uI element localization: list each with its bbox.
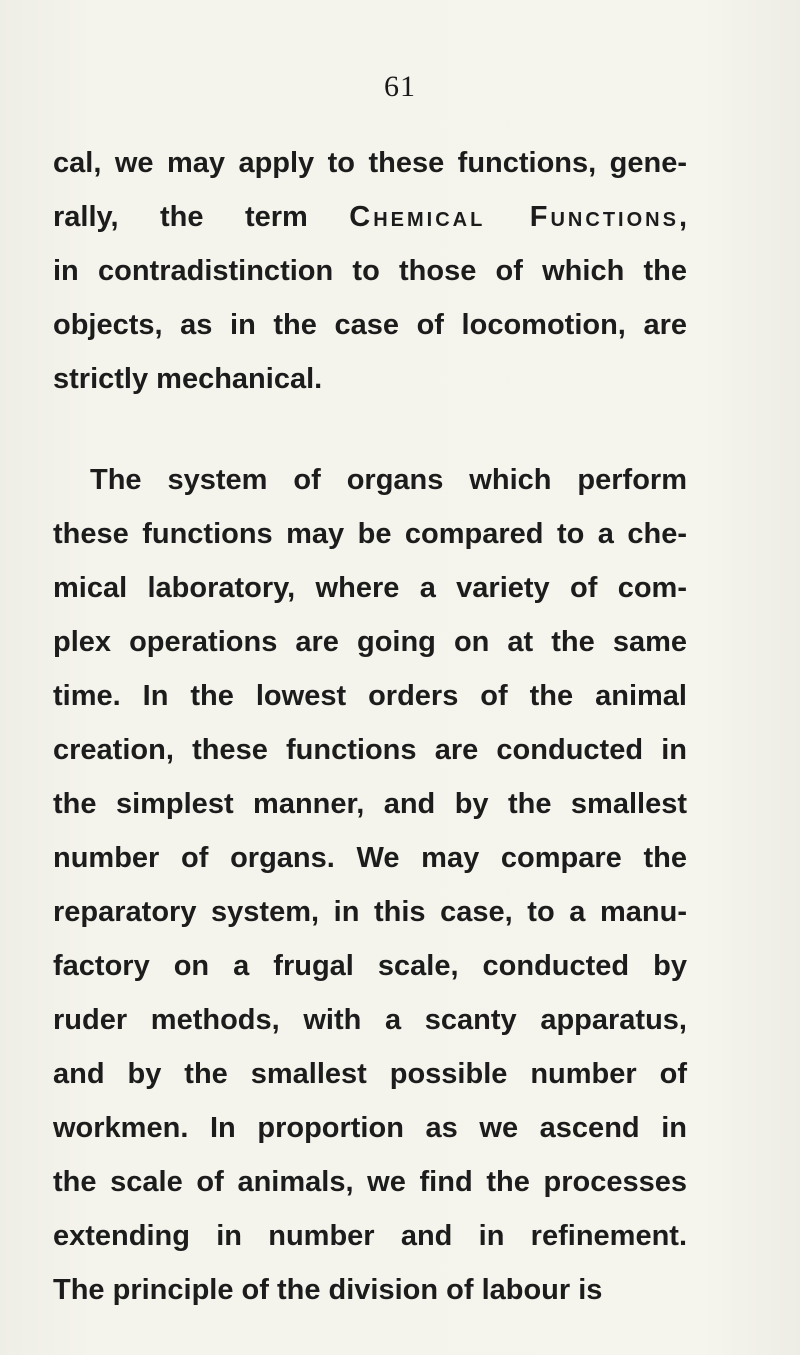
small-caps-term: Chemical Functions	[349, 201, 679, 233]
text-line: strictly mechanical.	[53, 363, 323, 395]
text-line: the simplest manner, and by the smallest	[53, 788, 687, 820]
text-fragment: ,	[678, 201, 687, 233]
text-line-with-small-caps	[53, 190, 687, 244]
text-line: The system of organs which perform	[90, 464, 687, 496]
text-line: reparatory system, in this case, to a manu-	[53, 896, 687, 928]
text-line: the scale of animals, we find the processes	[53, 1166, 687, 1198]
text-line: mical laboratory, where a variety of com-	[53, 572, 687, 604]
text-line: number of organs. We may compare the	[53, 842, 687, 874]
text-line: objects, as in the case of locomotion, are	[53, 309, 687, 341]
text-line: The principle of the division of labour is	[53, 1274, 603, 1306]
text-line: cal, we may apply to these functions, gene-	[53, 147, 687, 179]
text-line: plex operations are going on at the same	[53, 626, 687, 658]
text-line: workmen. In proportion as we ascend in	[53, 1112, 687, 1144]
text-line: ruder methods, with a scanty apparatus,	[53, 1004, 687, 1036]
text-line: and by the smallest possible number of	[53, 1058, 687, 1090]
text-line: these functions may be compared to a che-	[53, 518, 687, 550]
text-line: in contradistinction to those of which the	[53, 255, 687, 287]
text-fragment: rally, the term	[53, 201, 308, 233]
text-line: time. In the lowest orders of the animal	[53, 680, 687, 712]
page-number: 61	[384, 70, 416, 103]
text-line: extending in number and in refinement.	[53, 1220, 687, 1252]
text-line: creation, these functions are conducted in	[53, 734, 687, 766]
text-line: factory on a frugal scale, conducted by	[53, 950, 687, 982]
